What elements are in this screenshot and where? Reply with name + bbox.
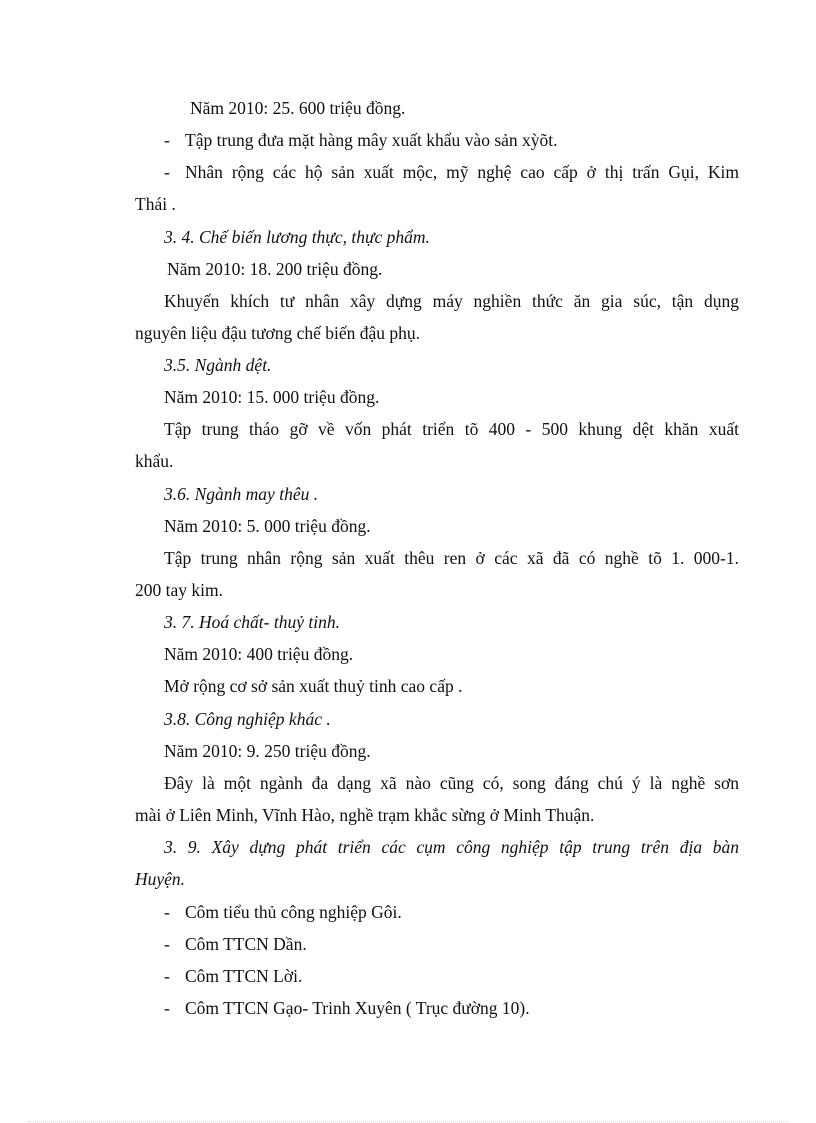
paragraph-khuyen-khich: Khuyến khích tư nhân xây dựng máy nghiền thức ăn gia súc, tận dụng (164, 291, 739, 311)
list-item (135, 156, 739, 188)
list-item (135, 928, 739, 960)
bullet-text: Côm tiểu thủ công nghiệp Gôi. (185, 902, 402, 922)
bullet-text-continuation: Thái . (135, 194, 176, 214)
paragraph-det-continuation: khẩu. (135, 451, 174, 471)
section-heading-3-9-continuation: Huyện. (135, 869, 186, 889)
list-item (135, 896, 739, 928)
bullet-dash: - (164, 966, 170, 986)
bullet-text: Côm TTCN Dần. (185, 934, 307, 954)
paragraph-det: Tập trung tháo gỡ về vốn phát triển tõ 400 - 500 khung dệt khăn xuất (164, 419, 739, 439)
paragraph-khuyen-khich-continuation: nguyên liệu đậu tương chế biến đậu phụ. (135, 323, 421, 343)
list-item (135, 124, 739, 156)
section-heading-3-5: 3.5. Ngành dệt. (164, 355, 272, 375)
bullet-text: Nhân rộng các hộ sản xuất mộc, mỹ nghệ cao cấp ở thị trấn Gụi, Kim (185, 162, 739, 182)
section-heading-3-7: 3. 7. Hoá chất- thuỷ tinh. (164, 612, 340, 632)
bullet-dash: - (164, 998, 170, 1018)
list-item (135, 960, 739, 992)
bullet-text: Côm TTCN Gạo- Trinh Xuyên ( Trục đường 10). (185, 998, 530, 1018)
section-heading-3-4: 3. 4. Chế biến lương thực, thực phẩm. (164, 227, 430, 247)
paragraph-day-la-continuation: mài ở Liên Minh, Vĩnh Hào, nghề trạm khắc sừng ở Minh Thuận. (135, 805, 595, 825)
bullet-text: Côm TTCN Lời. (185, 966, 303, 986)
bullet-dash: - (164, 902, 170, 922)
paragraph-day-la: Đây là một ngành đa dạng xã nào cũng có, song đáng chú ý là nghề sơn (164, 773, 739, 793)
list-item (135, 992, 739, 1024)
paragraph-nam-2010-che-bien: Năm 2010: 18. 200 triệu đồng. (167, 259, 383, 279)
paragraph-theu-continuation: 200 tay kim. (135, 580, 223, 600)
paragraph-nam-2010-det: Năm 2010: 15. 000 triệu đồng. (164, 387, 380, 407)
paragraph-nam-2010-may: Năm 2010: 25. 600 triệu đồng. (190, 98, 406, 118)
bullet-dash: - (164, 162, 170, 182)
section-heading-3-9: 3. 9. Xây dựng phát triển các cụm công nghiệp tập trung trên địa bàn (164, 837, 739, 857)
paragraph-nam-2010-khac: Năm 2010: 9. 250 triệu đồng. (164, 741, 371, 761)
bullet-text: Tập trung đưa mặt hàng mây xuất khẩu vào sản xỳõt. (185, 130, 558, 150)
paragraph-nam-2010-hoa-chat: Năm 2010: 400 triệu đồng. (164, 644, 354, 664)
bullet-dash: - (164, 934, 170, 954)
section-heading-3-8: 3.8. Công nghiệp khác . (164, 709, 331, 729)
paragraph-theu: Tập trung nhân rộng sản xuất thêu ren ở các xã đã có nghề tõ 1. 000-1. (164, 548, 739, 568)
bullet-dash: - (164, 130, 170, 150)
paragraph-nam-2010-may-theu: Năm 2010: 5. 000 triệu đồng. (164, 516, 371, 536)
page-bottom-divider (28, 1121, 788, 1122)
paragraph-mo-rong: Mở rộng cơ sở sản xuất thuỷ tinh cao cấp . (164, 676, 463, 696)
section-heading-3-6: 3.6. Ngành may thêu . (164, 484, 319, 504)
